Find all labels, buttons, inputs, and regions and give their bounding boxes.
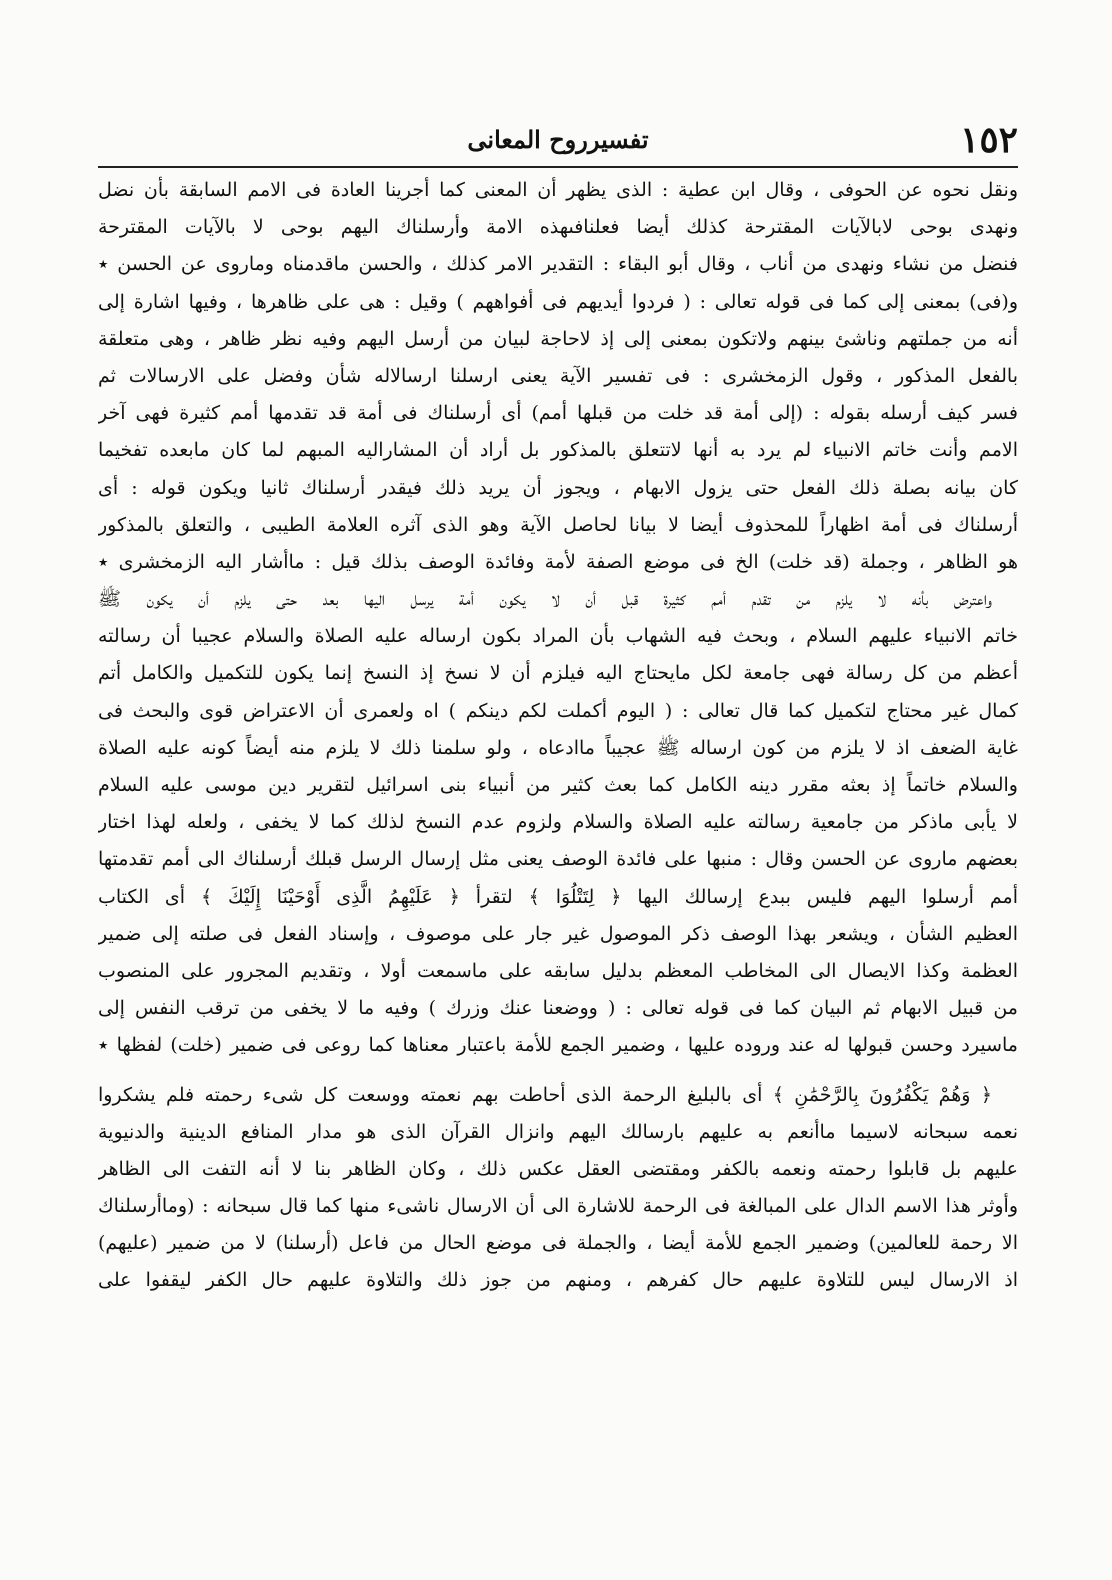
text-line: كان بيانه بصلة ذلك الفعل حتى يزول الابهام ، ويجوز أن يريد ذلك فيقدر أرسلناك ثانيا ويكون قوله : أى (98, 476, 1018, 499)
text-line: ونهدى بوحى لابالآيات المقترحة كذلك أيضا فعلنافىهذه الامة وأرسلناك اليهم بوحى لا بالآيات المقترحة (98, 216, 1018, 239)
text-line: لا يأبى ماذكر من جامعية رسالته عليه الصلاة والسلام ولزوم عدم النسخ لذلك كما لا يخفى ، ولعله لهذا اختار (98, 811, 1018, 834)
text-line: أرسلناك فى أمة اظهاراً للمحذوف أيضا لا بيانا لحاصل الآية وهو الذى آثره العلامة الطيبى ، والتعلق بالمذكور (98, 513, 1018, 536)
text-line: فنضل من نشاء ونهدى من أناب ، وقال أبو البقاء : التقدير الامر كذلك ، والحسن ماقدمناه وماروى عن الحسن ٭ (98, 253, 1018, 276)
text-line: واعترض بأنه لا يلزم من تقدم أمم كثيرة قبل أن لا يكون أمة يرسل اليها بعد حتى يلزم أن يكون ﷺ (98, 588, 992, 611)
text-line: ماسيرد وحسن قبولها له عند وروده عليها ، وضمير الجمع للأمة باعتبار معناها كما روعى فى ضمير (خلت) لفظها ٭ (98, 1034, 1018, 1057)
running-title: تفسيرروح المعانى (467, 125, 649, 154)
text-line: وأوثر هذا الاسم الدال على المبالغة فى الرحمة للاشارة الى أن الارسال ناشىء منها كما قال سبحانه : (وماأرسلناك (98, 1195, 1018, 1218)
text-line: بعضهم ماروى عن الحسن وقال : منبها على فائدة الوصف يعنى مثل إرسال الرسل قبلك أرسلناك الى أمم تقدمتها (98, 848, 1018, 871)
text-line: والسلام خاتماً إذ بعثه مقرر دينه الكامل كما بعث كثير من أنبياء بنى اسرائيل لتقرير دين موسى عليه السلام (98, 774, 1018, 796)
paragraph-gap (98, 1065, 1018, 1077)
page-number: ١٥٢ (959, 119, 1018, 161)
text-line: اذ الارسال ليس للتلاوة عليهم حال كفرهم ، ومنهم من جوز ذلك والتلاوة عليهم حال الكفر ليقفوا على (98, 1269, 1018, 1292)
header-rule (98, 166, 1018, 168)
page-header (98, 118, 1018, 166)
text-line: هو الظاهر ، وجملة (قد خلت) الخ فى موضع الصفة لأمة وفائدة الوصف بذلك قيل : ماأشار اليه الزمخشرى ٭ (98, 550, 1018, 573)
text-line: العظمة وكذا الايصال الى المخاطب المعظم بدليل سابقه على ماسمعت أولا ، وتقديم المجرور على المنصوب (98, 959, 1018, 982)
text-line: خاتم الانبياء عليهم السلام ، وبحث فيه الشهاب بأن المراد بكون ارساله عليه الصلاة والسلام عجيبا أن رسالته (98, 625, 1018, 648)
text-line: عليهم بل قابلوا رحمته ونعمه بالكفر ومقتضى العقل عكس ذلك ، وكان الظاهر بنا لا أنه التفت الى الظاهر (98, 1157, 1018, 1180)
text-line: أعظم من كل رسالة فهى جامعة لكل مايحتاج اليه فيلزم أن لا نسخ إذ النسخ إنما يكون للتكميل والكامل أتم (98, 662, 1018, 685)
text-line: نعمه سبحانه لاسيما ماأنعم به عليهم بارسالك اليهم وانزال القرآن الذى هو مدار المنافع الدينية والدنيوية (98, 1120, 1018, 1143)
text-line: و(فى) بمعنى إلى كما فى قوله تعالى : ( فردوا أيديهم فى أفواههم ) وقيل : هى على ظاهرها ، وفيها اشارة إلى (98, 290, 1018, 313)
text-line: أمم أرسلوا اليهم فليس ببدع إرسالك اليها ﴿ لِتَتْلُوَا ﴾ لتقرأ ﴿ عَلَيْهِمُ الَّذِى أَوْحَيْنَا إِلَيْكَ ﴾ أى الكتاب (98, 885, 1018, 908)
text-line: فسر كيف أرسله بقوله : (إلى أمة قد خلت من قبلها أمم) أى أرسلناك فى أمة قد تقدمها أمم كثيرة فهى آخر (98, 402, 1018, 425)
text-line: غاية الضعف اذ لا يلزم من كون ارساله ﷺ عجيباً ماادعاه ، ولو سلمنا ذلك لا يلزم منه أيضاً كونه عليه الصلاة (98, 736, 1018, 759)
text-line: أنه من جملتهم وناشئ بينهم ولاتكون بمعنى إلى إذ لاحاجة لبيان من أرسل اليهم وفيه نظر ظاهر ، وهى متعلقة (98, 327, 1018, 350)
text-line: الامم وأنت خاتم الانبياء لم يرد به أنها لاتتعلق بالمذكور بل أراد أن المشاراليه المبهم لما كان مابعده تفخيما (98, 439, 1018, 462)
text-line: العظيم الشأن ، ويشعر بهذا الوصف ذكر الموصول غير جار على موصوف ، وإسناد الفعل فى صلته إلى ضمير (98, 922, 1018, 945)
text-line: كمال غير محتاج لتكميل كما قال تعالى : ( اليوم أكملت لكم دينكم ) اه ولعمرى أن الاعتراض قوى والبحث فى (98, 699, 1018, 722)
commentary-text (98, 172, 1018, 1300)
text-line: بالفعل المذكور ، وقول الزمخشرى : فى تفسير الآية يعنى ارسلنا ارسالاله شأن وفضل على الارسالات ثم (98, 364, 1018, 387)
text-line: الا رحمة للعالمين) وضمير الجمع للأمة أيضا ، والجملة فى موضع الحال من فاعل (أرسلنا) لا من ضمير (عليهم) (98, 1232, 1018, 1255)
text-line: ﴿ وَهُمْ يَكْفُرُونَ بِالرَّحْمَٰنِ ﴾ أى بالبليغ الرحمة الذى أحاطت بهم نعمته ووسعت كل شىء رحمته فلم يشكروا (98, 1083, 992, 1106)
text-line: ونقل نحوه عن الحوفى ، وقال ابن عطية : الذى يظهر أن المعنى كما أجرينا العادة فى الامم السابقة بأن نضل (98, 179, 1018, 201)
text-line: من قبيل الابهام ثم البيان كما فى قوله تعالى : ( ووضعنا عنك وزرك ) وفيه ما لا يخفى من ترقب النفس إلى (98, 997, 1018, 1020)
